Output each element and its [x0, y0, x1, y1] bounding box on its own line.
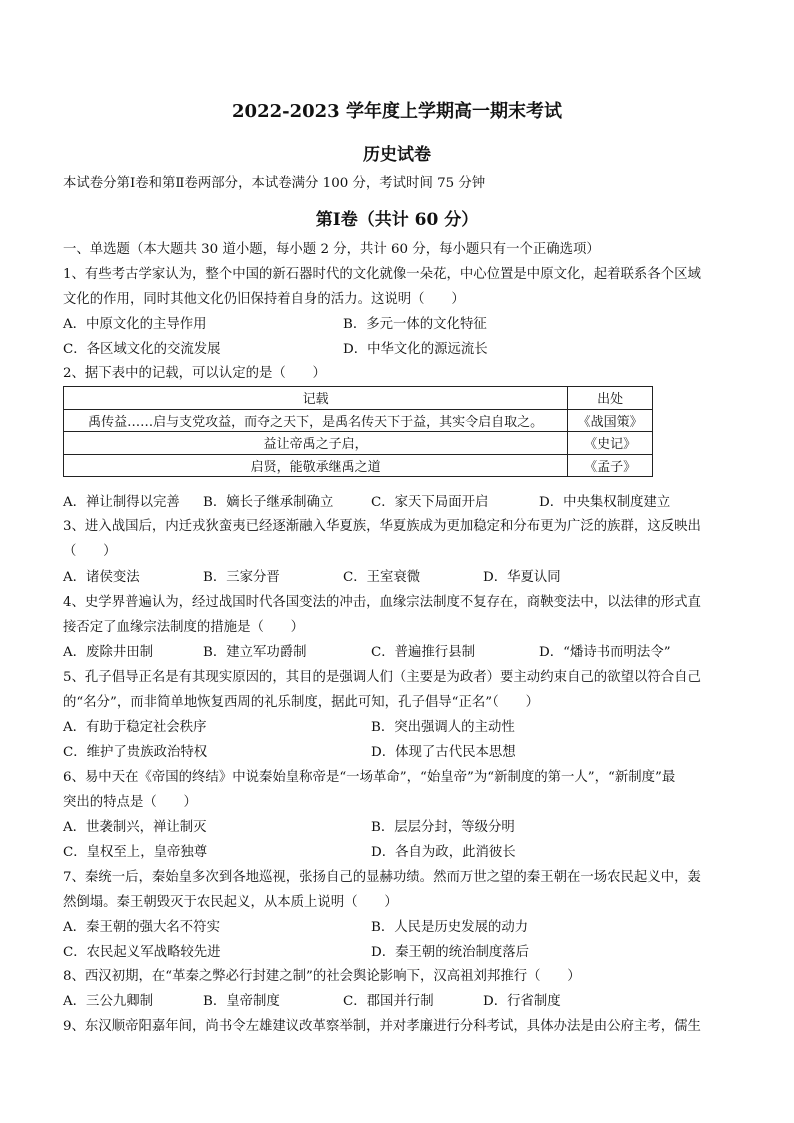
table-cell-record: 禹传益……启与支党攻益，而夺之天下，是禹名传天下于益，其实令启自取之。 — [64, 409, 568, 432]
q4-stem-line2: 接否定了血缘宗法制度的措施是（ ） — [63, 620, 305, 635]
q1-option-a: A．中原文化的主导作用 — [63, 317, 207, 332]
q6-option-d: D．各自为政，此消彼长 — [371, 845, 516, 860]
q5-stem-line2: 的“名分”，而非简单地恢复西周的礼乐制度，据此可知，孔子倡导“正名”（ ） — [63, 695, 539, 710]
exam-note: 本试卷分第Ⅰ卷和第Ⅱ卷两部分，本试卷满分 100 分，考试时间 75 分钟 — [63, 176, 486, 191]
q1-option-b: B．多元一体的文化特征 — [343, 317, 487, 332]
table-cell-record: 益让帝禹之子启， — [64, 432, 568, 455]
q8-option-c: C．郡国并行制 — [343, 994, 434, 1009]
table-header-source: 出处 — [568, 387, 653, 410]
q2-option-d: D．中央集权制度建立 — [539, 495, 671, 510]
table-cell-source: 《史记》 — [568, 432, 653, 455]
q2-option-c: C．家天下局面开启 — [371, 495, 489, 510]
q1-option-c: C．各区域文化的交流发展 — [63, 342, 221, 357]
q6-stem-line2: 突出的特点是（ ） — [63, 795, 197, 810]
q3-stem-line2: （ ） — [63, 544, 117, 559]
q4-option-b: B．建立军功爵制 — [203, 645, 307, 660]
q4-option-d: D．“燔诗书而明法令” — [539, 645, 671, 660]
q5-option-c: C．维护了贵族政治特权 — [63, 745, 208, 760]
q2-stem: 2、据下表中的记载，可以认定的是（ ） — [63, 366, 326, 381]
q8-option-a: A．三公九卿制 — [63, 994, 154, 1009]
q7-option-b: B．人民是历史发展的动力 — [371, 920, 529, 935]
q3-option-d: D．华夏认同 — [483, 570, 561, 585]
q4-stem-line1: 4、史学界普遍认为，经过战国时代各国变法的冲击，血缘宗法制度不复存在，商鞅变法中，以法律的形式直 — [63, 595, 701, 610]
q3-stem-line1: 3、进入战国后，内迁戎狄蛮夷已经逐渐融入华夏族，华夏族成为更加稳定和分布更为广泛的族群，这反映出 — [63, 519, 701, 534]
q7-stem-line1: 7、秦统一后，秦始皇多次到各地巡视，张扬自己的显赫功绩。然而万世之望的秦王朝在一场农民起义中，轰 — [63, 870, 701, 885]
table-row — [64, 409, 653, 432]
q2-option-b: B．嫡长子继承制确立 — [203, 495, 334, 510]
q7-stem-line2: 然倒塌。秦王朝毁灭于农民起义，从本质上说明（ ） — [63, 895, 398, 910]
q7-option-d: D．秦王朝的统治制度落后 — [371, 945, 530, 960]
q1-stem-line1: 1、有些考古学家认为，整个中国的新石器时代的文化就像一朵花，中心位置是中原文化，起着联系各个区域 — [63, 267, 701, 282]
q5-option-b: B．突出强调人的主动性 — [371, 720, 515, 735]
q6-option-b: B．层层分封，等级分明 — [371, 820, 515, 835]
q5-option-d: D．体现了古代民本思想 — [371, 745, 516, 760]
q6-option-c: C．皇权至上，皇帝独尊 — [63, 845, 208, 860]
subject-title: 历史试卷 — [363, 145, 431, 165]
table-row — [64, 432, 653, 455]
table-cell-source: 《孟子》 — [568, 454, 653, 477]
table-cell-record: 启贤，能敬承继禹之道 — [64, 454, 568, 477]
records-table — [63, 386, 653, 477]
q5-option-a: A．有助于稳定社会秩序 — [63, 720, 207, 735]
q2-option-a: A．禅让制得以完善 — [63, 495, 180, 510]
q6-option-a: A．世袭制兴，禅让制灭 — [63, 820, 207, 835]
q4-option-c: C．普遍推行县制 — [371, 645, 475, 660]
table-cell-source: 《战国策》 — [568, 409, 653, 432]
q6-stem-line1: 6、易中天在《帝国的终结》中说秦始皇称帝是“一场革命”，“始皇帝”为“新制度的第一人”，“新制度”最 — [63, 770, 676, 785]
q3-option-b: B．三家分晋 — [203, 570, 280, 585]
q3-option-a: A．诸侯变法 — [63, 570, 140, 585]
part-heading: 一、单选题（本大题共 30 道小题，每小题 2 分，共计 60 分，每小题只有一个正确选项） — [63, 242, 600, 257]
q7-option-c: C．农民起义军战略较先进 — [63, 945, 221, 960]
section-title: 第Ⅰ卷（共计 60 分） — [315, 210, 479, 230]
q8-option-b: B．皇帝制度 — [203, 994, 280, 1009]
q1-option-d: D．中华文化的源远流长 — [343, 342, 488, 357]
q7-option-a: A．秦王朝的强大名不符实 — [63, 920, 220, 935]
q3-option-c: C．王室衰微 — [343, 570, 421, 585]
q4-option-a: A．废除井田制 — [63, 645, 154, 660]
q9-stem-line1: 9、东汉顺帝阳嘉年间，尚书令左雄建议改革察举制，并对孝廉进行分科考试，具体办法是由公府主考，儒生 — [63, 1019, 701, 1034]
q1-stem-line2: 文化的作用，同时其他文化仍旧保持着自身的活力。这说明（ ） — [63, 292, 465, 307]
q5-stem-line1: 5、孔子倡导正名是有其现实原因的，其目的是强调人们（主要是为政者）要主动约束自己的欲望以符合自己 — [63, 670, 701, 685]
table-header-record: 记载 — [64, 387, 568, 410]
q8-option-d: D．行省制度 — [483, 994, 561, 1009]
q8-stem: 8、西汉初期，在“革秦之弊必行封建之制”的社会舆论影响下，汉高祖刘邦推行（ ） — [63, 969, 581, 984]
table-header-row — [64, 387, 653, 410]
exam-title: 2022-2023 学年度上学期高一期末考试 — [232, 101, 562, 122]
table-row — [64, 454, 653, 477]
